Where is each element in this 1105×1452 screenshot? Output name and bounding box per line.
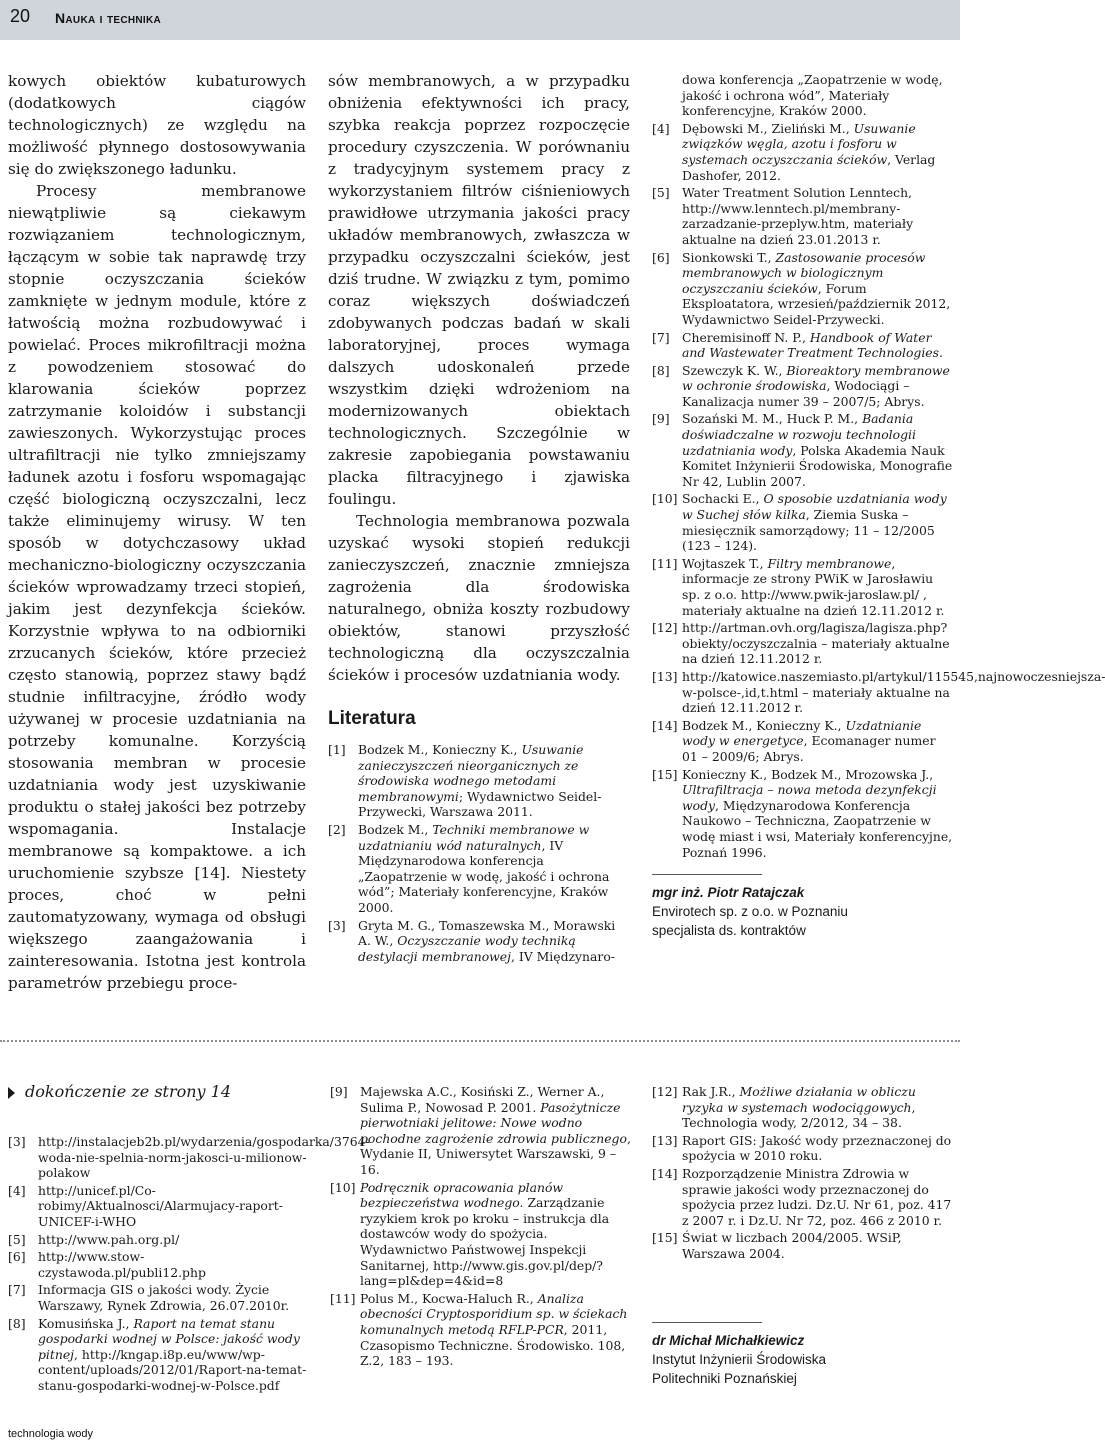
reference-title: O sposobie uzdatniania wody w Suchej słów kilka: [682, 491, 947, 523]
reference-item: [652, 185, 954, 247]
reference-number: [6]: [652, 249, 670, 265]
reference-title: Usuwanie zanieczyszczeń nieorganicznych ze środowiska wodnego metodami membranowymi: [358, 742, 584, 804]
reference-number: [15]: [652, 1230, 678, 1246]
reference-item: [330, 1291, 632, 1369]
section-divider: [0, 1040, 960, 1042]
reference-number: [9]: [330, 1084, 348, 1099]
article-column-1: [8, 70, 306, 994]
article-column-2: [328, 70, 630, 966]
reference-title: Uzdatnianie wody w energetyce: [682, 717, 922, 749]
reference-item: [652, 330, 954, 361]
reference-title: Pasożytnicze pierwotniaki jelitowe: Nowe wodno pochodne zagrożenie zdrowia publicznego: [360, 1099, 627, 1146]
reference-details: , Forum Eksploatatora, wrzesień/październik 2012, Wydawnictwo Seidel-Przywecki.: [682, 280, 951, 327]
reference-number: [14]: [652, 1165, 678, 1181]
reference-title: Analiza obecności Cryptosporidium sp. w ściekach komunalnych metodą RFLP-PCR: [360, 1290, 628, 1337]
reference-number: [3]: [328, 917, 346, 933]
reference-number: [8]: [652, 362, 670, 378]
reference-title: Zastosowanie procesów membranowych w biologicznym oczyszczaniu ścieków: [682, 249, 926, 296]
reference-text: Bodzek M., Konieczny K.,: [682, 717, 846, 733]
reference-item: [8, 1282, 308, 1313]
reference-details: , Technologia wody, 2/2012, 34 – 38.: [682, 1099, 916, 1131]
paragraph: Procesy membranowe niewątpliwie są ciekawym rozwiązaniem technologicznym, łączącym w sobie tak naprawdę trzy stopnie oczyszczania ścieków zamknięte w jednym module, które z łatwością można rozbudowywać i powielać. Proces mikrofiltracji można z powodzeniem stosować do klarowania ścieków poprzez zatrzymanie koloidów i substancji zawieszonych. Wykorzystując proces ultrafiltracji nie tylko zmniejszamy ładunek azotu i fosforu wspomagając część biologiczną oczyszczalni, lecz także eliminujemy wirusy. W ten sposób w dotychczasowy układ mechaniczno-biologiczny oczyszczania ścieków wprowadzamy trzeci stopień, jakim jest dezynfekcja ścieków. Korzystnie wpływa to na odbiorniki zrzucanych ścieków, które przecież często stanowią, poprzez stawy bądź studnie infiltracyjne, źródło wody używanej w procesie uzdatniania na potrzeby komunalne. Korzyścią stosowania membran w procesie uzdatniania wody jest uzyskiwanie produktu o stałej jakości bez potrzeby wspomagania. Instalacje membranowe są kompaktowe. a ich uruchomienie szybsze [14]. Niestety proces, choć w pełni zautomatyzowany, wymaga od obsługi większego zaangażowania i zainteresowania. Istotna jest kontrola parametrów przebiegu proce-: [8, 182, 306, 992]
reference-number: [11]: [330, 1290, 356, 1306]
reference-details: , Verlag Dashofer, 2012.: [682, 151, 936, 183]
reference-number: [2]: [328, 821, 346, 837]
reference-number: [11]: [652, 555, 678, 571]
arrow-right-icon: [8, 1087, 15, 1099]
reference-text: Świat w liczbach 2004/2005. WSiP, Warszawa 2004.: [682, 1230, 902, 1261]
reference-details: , Wodociągi – Kanalizacja numer 39 – 2007/5; Abrys.: [682, 378, 925, 409]
reference-title: Bioreaktory membranowe w ochronie środowiska: [682, 362, 950, 394]
reference-text: http://instalacjeb2b.pl/wydarzenia/gospodarka/3764-woda-nie-spelnia-norm-jakosci-u-milionow-polakow: [38, 1134, 370, 1181]
reference-item: [330, 1084, 632, 1178]
reference-number: [6]: [8, 1249, 26, 1265]
reference-details: Zarządzanie ryzykiem krok po kroku – instrukcja dla dostawców wody do spożycia. Wydawnictwo Państwowej Inspekcji Sanitarnej, http://www.gis.gov.pl/dep/?lang=pl&dep=4&id=8: [360, 1195, 610, 1289]
reference-details: , http://kngap.i8p.eu/www/wp-content/uploads/2012/01/Raport-na-temat-stanu-gospodarki-wodnej-w-Polsce.pdf: [38, 1346, 307, 1393]
reference-number: [10]: [330, 1179, 356, 1195]
author-divider: [652, 874, 762, 875]
reference-details: , Polska Akademia Nauk Komitet Inżynierii Środowiska, Monografie Nr 42, Lublin 2007.: [682, 442, 953, 489]
reference-text: Sozański M. M., Huck P. M.,: [682, 411, 863, 427]
reference-title: Podręcznik opracowania planów bezpieczeństwa wodnego.: [360, 1179, 564, 1211]
reference-item: [652, 121, 954, 183]
reference-item: [652, 668, 1105, 716]
reference-number: [10]: [652, 491, 678, 507]
reference-number: [15]: [652, 766, 678, 782]
reference-item: [652, 1084, 954, 1131]
reference-item: [652, 1230, 954, 1261]
paragraph: kowych obiektów kubaturowych (dodatkowych ciągów technologicznych) ze względu na możliwość płynnego dostosowywania się do zwiększonego ładunku.: [8, 72, 306, 178]
reference-text: http://www.pah.org.pl/: [38, 1231, 180, 1247]
reference-item: [8, 1232, 308, 1248]
reference-number: [7]: [8, 1282, 26, 1298]
reference-list: [330, 1084, 632, 1369]
reference-text: Majewska A.C., Kosiński Z., Werner A., Sulima P., Nowosad P. 2001.: [360, 1084, 605, 1115]
author-divider: [652, 1322, 762, 1323]
author-affiliation: Envirotech sp. z o.o. w Poznaniu: [652, 904, 848, 920]
reference-item: [328, 742, 630, 820]
paragraph: sów membranowych, a w przypadku obniżenia efektywności ich pracy, szybka reakcja poprzez rozpoczęcie procedury czyszczenia. W porównaniu z tradycyjnym systemem pracy z wykorzystaniem filtrów ciśnieniowych prawidłowe utrzymania jakości pracy układów membranowych, zwłaszcza w przypadku oczyszczalni ścieków, jest dziś trudne. W związku z tym, pomimo coraz większych doświadczeń zdobywanych podczas badań w skali laboratoryjnej, proces wymaga dalszych udoskonaleń przede wszystkim dzięki wdrożeniom na modernizowanych obiektach technologicznych. Szczególnie w zakresie zapobiegania powstawaniu placka filtracyjnego i zjawiska foulingu.: [328, 72, 630, 508]
reference-text: Polus M., Kocwa-Haluch R.,: [360, 1290, 538, 1306]
reference-title: Techniki membranowe w uzdatnianiu wód naturalnych: [358, 821, 590, 853]
reference-text: dowa konferencja „Zaopatrzenie w wodę, jakość i ochrona wód”, Materiały konferencyjne, Kraków 2000.: [682, 72, 943, 119]
reference-list: [652, 1084, 954, 1262]
reference-text: Sionkowski T.,: [682, 249, 776, 265]
reference-number: [5]: [652, 185, 670, 201]
author-affiliation-line-2: Politechniki Poznańskiej: [652, 1370, 797, 1386]
reference-title: Usuwanie związków węgla, azotu i fosforu w systemach oczyszczania ścieków: [682, 120, 916, 167]
reference-title: Handbook of Water and Wastewater Treatment Technologies.: [682, 329, 943, 361]
author-name: dr Michał Michałkiewicz: [652, 1332, 805, 1348]
reference-item: [328, 822, 630, 916]
reference-item: [652, 363, 954, 410]
article-column-3: [652, 72, 1105, 940]
reference-title: Oczyszczanie wody techniką destylacji membranowej: [358, 933, 576, 964]
reference-details: ; Wydawnictwo Seidel-Przywecki, Warszawa 2011.: [358, 788, 602, 820]
reference-details: , Wydanie II, Uniwersytet Warszawski, 9 – 16.: [360, 1130, 631, 1177]
author-affiliation: Instytut Inżynierii Środowiska: [652, 1351, 827, 1367]
reference-number: [7]: [652, 329, 670, 345]
reference-list: [652, 72, 1105, 860]
continuation-label: [8, 1082, 231, 1101]
reference-text: Bodzek M.,: [358, 821, 433, 837]
reference-text: Rozporządzenie Ministra Zdrowia w sprawie jakości wody przeznaczonej do spożycia przez ludzi. Dz.U. Nr 61, poz. 417 z 2007 r. i Dz.U. Nr 72, poz. 466 z 2010 r.: [682, 1165, 952, 1228]
author-block: [652, 1331, 954, 1388]
reference-text: http://katowice.naszemiasto.pl/artykul/115545,najnowoczesniejsza-w-polsce-,id,t.html – materiały aktualne na dzień 12.11.2012 r.: [682, 668, 1105, 716]
header-bar: [0, 0, 960, 40]
reference-details: , IV Międzynarodowa konferencja „Zaopatrzenie w wodę, jakość i ochrona wód”; Materiały konferencyjne, Kraków 2000.: [358, 837, 610, 915]
reference-item: [652, 411, 954, 489]
reference-title: Filtry membranowe: [767, 555, 892, 571]
reference-text: Wojtaszek T.,: [682, 555, 768, 571]
reference-details: , 2011, Czasopismo Techniczne. Środowisko. 108, Z.2, 183 – 193.: [360, 1321, 626, 1369]
reference-number: [4]: [8, 1182, 26, 1198]
reference-text: http://artman.ovh.org/lagisza/lagisza.php?obiekty/oczyszczalnia – materiały aktualne na dzień 12.11.2012 r.: [682, 620, 950, 667]
reference-title: Możliwe działania w obliczu ryzyka w systemach wodociągowych: [682, 1084, 916, 1115]
reference-details: , informacje ze strony PWiK w Jarosławiu sp. z o.o. http://www.pwik-jaroslaw.pl/ , materiały aktualne na dzień 12.11.2012 r.: [682, 555, 945, 618]
reference-item: [8, 1316, 308, 1394]
reference-number: [5]: [8, 1231, 26, 1247]
reference-details: , Ecomanager numer 01 – 2009/6; Abrys.: [682, 733, 936, 764]
bottom-column-2: [330, 1084, 632, 1371]
reference-text: Dębowski M., Zieliński M.,: [682, 120, 854, 136]
reference-item: [652, 718, 954, 765]
reference-text: http://unicef.pl/Co-robimy/Aktualnosci/Alarmujacy-raport-UNICEF-i-WHO: [38, 1182, 283, 1229]
reference-title: Ultrafiltracja – nowa metoda dezynfekcji wody: [682, 782, 937, 813]
reference-text: Konieczny K., Bodzek M., Mrozowska J.,: [682, 766, 934, 782]
reference-text: Sochacki E.,: [682, 491, 764, 507]
reference-item: [652, 250, 954, 328]
reference-item: [652, 767, 954, 861]
reference-item: [8, 1134, 370, 1181]
reference-text: Szewczyk K. W.,: [682, 362, 787, 378]
reference-number: [3]: [8, 1134, 26, 1149]
reference-item: [652, 491, 954, 553]
reference-text: Water Treatment Solution Lenntech, http://www.lenntech.pl/membrany-zarzadzanie-przeplyw.htm, materiały aktualne na dzień 23.01.2013 r.: [682, 185, 914, 247]
bottom-column-3: [652, 1084, 954, 1388]
continuation-text: dokończenie ze strony 14: [25, 1082, 232, 1101]
reference-item: [652, 620, 954, 667]
journal-footer: technologia wody: [8, 1428, 94, 1440]
reference-item: [330, 1180, 632, 1289]
reference-number: [4]: [652, 120, 670, 136]
reference-number: [12]: [652, 620, 678, 636]
reference-text: Komusińska J.,: [38, 1315, 134, 1331]
reference-number: [14]: [652, 717, 678, 733]
reference-text: Bodzek M., Konieczny K.,: [358, 742, 522, 757]
reference-number: [9]: [652, 411, 670, 427]
reference-item: [652, 556, 954, 618]
page-number: 20: [10, 6, 31, 26]
paragraph: Technologia membranowa pozwala uzyskać wysoki stopień redukcji zanieczyszczeń, znacznie zmniejsza zagrożenia dla środowiska naturalnego, obniża koszty rozbudowy obiektów, stanowi przyszłość technologiczną dla oczyszczalnia ścieków i procesów uzdatniania wody.: [328, 512, 630, 684]
reference-title: Raport na temat stanu gospodarki wodnej w Polsce: jakość wody pitnej: [38, 1315, 300, 1362]
reference-item: [328, 918, 630, 965]
reference-number: [13]: [652, 668, 678, 684]
author-name: mgr inż. Piotr Ratajczak: [652, 885, 805, 901]
reference-text: Informacja GIS o jakości wody. Życie Warszawy, Rynek Zdrowia, 26.07.2010r.: [38, 1282, 290, 1313]
reference-title: Badania doświadczalne w rozwoju technologii uzdatniania wody: [682, 411, 916, 458]
reference-details: , Ziemia Suska – miesięcznik samorządowy; 11 – 12/2005 (123 – 124).: [682, 507, 935, 554]
reference-text: Cheremisinoff N. P.,: [682, 329, 810, 345]
author-block: [652, 883, 954, 940]
literature-heading: Literatura: [328, 708, 416, 729]
reference-list: [328, 742, 630, 964]
reference-number: [8]: [8, 1315, 26, 1331]
reference-details: , IV Międzynaro-: [510, 948, 615, 964]
reference-text: Raport GIS: Jakość wody przeznaczonej do spożycia w 2010 roku.: [682, 1132, 952, 1164]
reference-item: [652, 1133, 954, 1164]
reference-number: [13]: [652, 1132, 678, 1148]
reference-details: , Międzynarodowa Konferencja Naukowo – Techniczna, Zaopatrzenie w wodę miast i wsi, Materiały konferencyjne, Poznań 1996.: [682, 797, 953, 860]
reference-item: [652, 72, 954, 119]
reference-number: [12]: [652, 1084, 678, 1099]
reference-item: [8, 1183, 308, 1230]
reference-text: http://www.stow-czystawoda.pl/publi12.php: [38, 1249, 206, 1280]
reference-item: [652, 1166, 954, 1228]
reference-text: Gryta M. G., Tomaszewska M., Morawski A. W.,: [358, 917, 616, 949]
section-title: Nauka i technika: [55, 10, 162, 26]
reference-number: [1]: [328, 742, 346, 757]
reference-text: Rak J.R.,: [682, 1084, 740, 1099]
reference-item: [8, 1249, 308, 1280]
author-role: specjalista ds. kontraktów: [652, 923, 806, 939]
